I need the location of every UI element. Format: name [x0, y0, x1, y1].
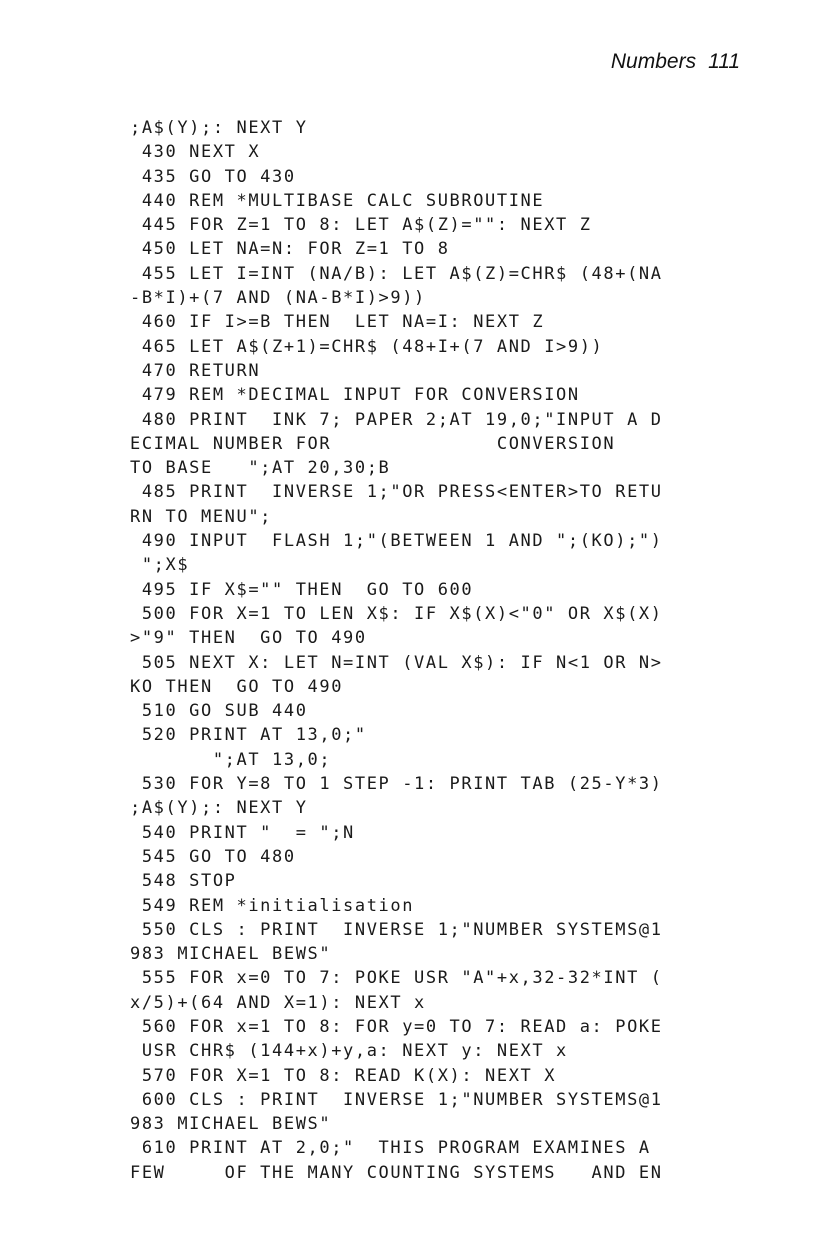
code-line: 465 LET A$(Z+1)=CHR$ (48+I+(7 AND I>9)) [130, 336, 604, 357]
code-line: 540 PRINT " = ";N [130, 822, 355, 843]
code-line: 600 CLS : PRINT INVERSE 1;"NUMBER SYSTEMS@1 [130, 1089, 663, 1110]
code-line: 545 GO TO 480 [130, 846, 296, 867]
code-line: 549 REM *initialisation [130, 895, 415, 916]
code-line: ECIMAL NUMBER FOR CONVERSION [130, 433, 616, 454]
code-line: 520 PRINT AT 13,0;" [130, 725, 367, 746]
code-line: 560 FOR x=1 TO 8: FOR y=0 TO 7: READ a: POKE [130, 1016, 663, 1037]
code-line: x/5)+(64 AND X=1): NEXT x [130, 992, 426, 1013]
code-line: 485 PRINT INVERSE 1;"OR PRESS<ENTER>TO RETU [130, 482, 663, 503]
code-line: 450 LET NA=N: FOR Z=1 TO 8 [130, 239, 450, 260]
section-title: Numbers [610, 50, 697, 73]
code-line: 505 NEXT X: LET N=INT (VAL X$): IF N<1 OR N> [130, 652, 663, 673]
code-line: 550 CLS : PRINT INVERSE 1;"NUMBER SYSTEMS@1 [130, 919, 663, 940]
code-line: 530 FOR Y=8 TO 1 STEP -1: PRINT TAB (25-Y*3) [130, 774, 663, 795]
code-line: 983 MICHAEL BEWS" [130, 944, 332, 965]
code-line: 490 INPUT FLASH 1;"(BETWEEN 1 AND ";(KO);") [130, 531, 663, 552]
code-line: 430 NEXT X [130, 142, 261, 163]
code-line: 445 FOR Z=1 TO 8: LET A$(Z)="": NEXT Z [130, 215, 592, 236]
code-line: 500 FOR X=1 TO LEN X$: IF X$(X)<"0" OR X$(X) [130, 603, 663, 624]
code-line: TO BASE ";AT 20,30;B [130, 458, 391, 479]
code-line: 555 FOR x=0 TO 7: POKE USR "A"+x,32-32*INT ( [130, 968, 663, 989]
code-line: 983 MICHAEL BEWS" [130, 1114, 332, 1135]
page-number: 111 [708, 50, 740, 73]
code-line: ";X$ [130, 555, 190, 576]
code-line: 455 LET I=INT (NA/B): LET A$(Z)=CHR$ (48+(NA [130, 263, 663, 284]
code-line: 435 GO TO 430 [130, 166, 296, 187]
code-line: USR CHR$ (144+x)+y,a: NEXT y: NEXT x [130, 1041, 568, 1062]
code-line: 548 STOP [130, 871, 237, 892]
code-line: 440 REM *MULTIBASE CALC SUBROUTINE [130, 190, 545, 211]
code-line: 495 IF X$="" THEN GO TO 600 [130, 579, 474, 600]
code-line: 570 FOR X=1 TO 8: READ K(X): NEXT X [130, 1065, 557, 1086]
code-line: FEW OF THE MANY COUNTING SYSTEMS AND EN [130, 1162, 663, 1183]
running-header [611, 50, 740, 74]
code-line: 470 RETURN [130, 360, 261, 381]
code-line: ;A$(Y);: NEXT Y [130, 798, 308, 819]
code-line: 480 PRINT INK 7; PAPER 2;AT 19,0;"INPUT A D [130, 409, 663, 430]
code-line: >"9" THEN GO TO 490 [130, 628, 367, 649]
code-line: 460 IF I>=B THEN LET NA=I: NEXT Z [130, 312, 545, 333]
code-line: RN TO MENU"; [130, 506, 273, 527]
code-line: -B*I)+(7 AND (NA-B*I)>9)) [130, 288, 426, 309]
code-line: 510 GO SUB 440 [130, 701, 308, 722]
program-listing [130, 116, 770, 1185]
code-line: 479 REM *DECIMAL INPUT FOR CONVERSION [130, 385, 580, 406]
code-line: KO THEN GO TO 490 [130, 676, 344, 697]
code-line: ";AT 13,0; [130, 749, 332, 770]
code-line: ;A$(Y);: NEXT Y [130, 118, 308, 138]
code-line: 610 PRINT AT 2,0;" THIS PROGRAM EXAMINES A [130, 1138, 651, 1159]
